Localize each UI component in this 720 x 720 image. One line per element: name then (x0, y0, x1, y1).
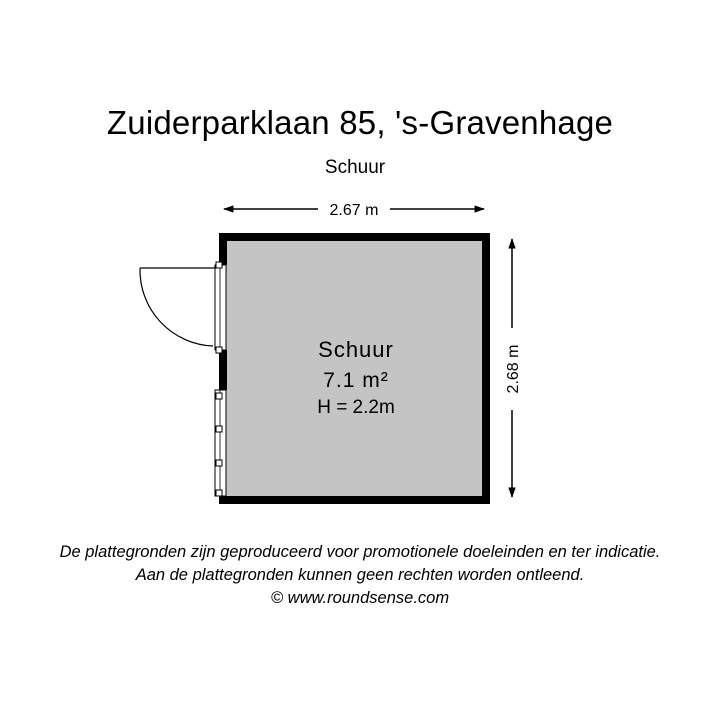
room-area: 7.1 m² (323, 369, 389, 392)
page-title: Zuiderparklaan 85, 's-Gravenhage (106, 104, 614, 141)
height-dimension (505, 239, 522, 497)
floor-subtitle: Schuur (324, 157, 386, 178)
width-dimension (224, 202, 484, 219)
room-label (317, 337, 395, 418)
width-label: 2.67 m (329, 202, 379, 219)
window (215, 390, 226, 496)
room-floor (219, 233, 490, 503)
disclaimer (0, 541, 720, 610)
door (140, 262, 226, 353)
disclaimer-copyright: © www.roundsense.com (270, 589, 450, 607)
room-name: Schuur (318, 337, 394, 362)
disclaimer-line-1: De plattegronden zijn geproduceerd voor promotionele doeleinden en ter indicatie. (59, 543, 661, 561)
disclaimer-line-2: Aan de plattegronden kunnen geen rechten worden ontleend. (135, 566, 585, 584)
room-height: H = 2.2m (317, 397, 395, 418)
height-label: 2.68 m (505, 344, 522, 394)
